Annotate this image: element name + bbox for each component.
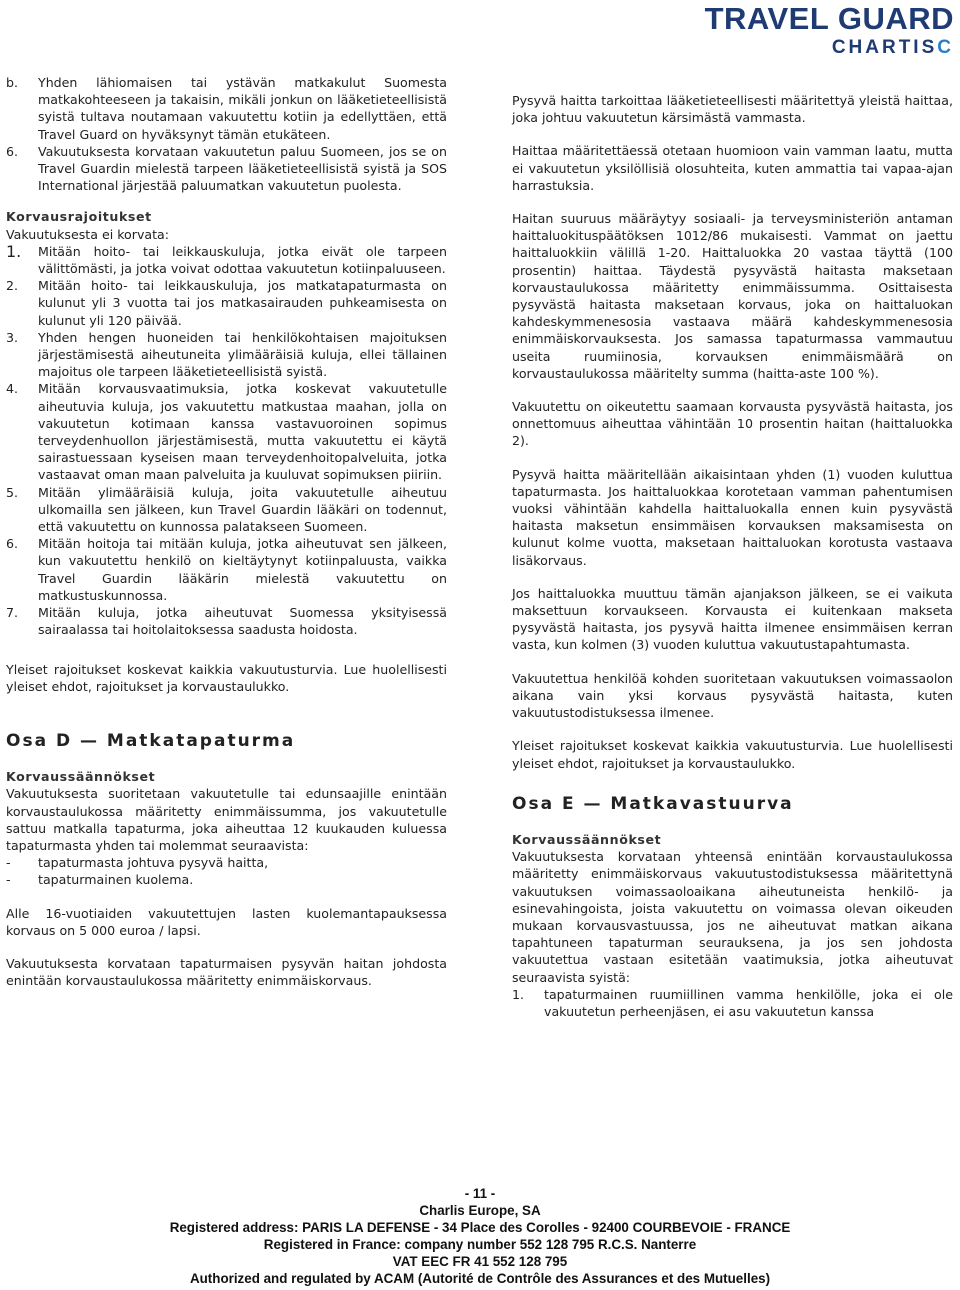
dash-text: tapaturmasta johtuva pysyvä haitta, (38, 855, 269, 871)
page-footer (0, 1185, 960, 1288)
limit-item (6, 277, 447, 329)
item-number: 3. (6, 329, 19, 345)
item-text: Mitään hoito- tai leikkauskuluja, jos matkatapaturmasta on kulunut yli 3 vuotta tai jos matkasairauden puhkeamisesta on kulunut yli 120 päivää. (38, 278, 447, 328)
limit-item (6, 329, 447, 381)
item-number: b. (6, 75, 18, 90)
chartis-c-icon: C (937, 37, 954, 58)
item-number: 1. (512, 986, 525, 1002)
footer-authorized: Authorized and regulated by ACAM (Autorité de Contrôle des Assurances et des Mutuelles) (189, 1271, 771, 1287)
paragraph: Pysyvä haitta tarkoittaa lääketieteellisesti määritettyä yleistä haittaa, joka johtuu vakuutetun kärsimästä vammasta. (512, 93, 953, 126)
paragraph: Yleiset rajoitukset koskevat kaikkia vakuutusturvia. Lue huolellisesti yleiset ehdot, rajoitukset ja korvaustaulukko. (512, 738, 953, 771)
list-item-6 (6, 143, 447, 195)
paragraph: Pysyvä haitta määritellään aikaisintaan yhden (1) vuoden kuluttua tapaturmasta. Jos haittaluokkaa korotetaan vamman pahentumisen vuoksi vähintään kahdella haittaluokalla ennen kuin pysyvästä haitasta maksetun ensimmäisen korvauksen maksamisesta on kulunut kolme vuotta, maksetaan haittaluokan korotusta vastaava lisäkorvaus. (512, 466, 953, 568)
paragraph: Jos haittaluokka muuttuu tämän ajanjakson jälkeen, se ei vaikuta maksettuun korvaukseen. Korvausta ei kuitenkaan makseta pysyvästä haitasta, jos pysyvä haitta ilmenee ensimmäisen kerran vasta, kun kolmen (3) vuoden kuluttua vakuutustapahtumasta. (512, 585, 953, 653)
footer-company: Charlis Europe, SA (419, 1203, 541, 1219)
dash-text: tapaturmainen kuolema. (38, 872, 194, 888)
section-d-title: Osa D — Matkatapaturma (6, 730, 296, 751)
limit-item (6, 484, 447, 536)
limit-item (6, 243, 447, 277)
item-text: Mitään kuluja, jotka aiheutuvat Suomessa yksityisessä sairaalassa tai hoitolaitoksessa saadusta hoidosta. (38, 605, 447, 638)
footer-vat: VAT EEC FR 41 552 128 795 (392, 1254, 568, 1270)
item-number: 6. (6, 143, 19, 159)
item-text: Yhden lähiomaisen tai ystävän matkakulut Suomesta matkakohteeseen ja takaisin, mikäli jonkun on lääketieteellisistä syistä tultava noutamaan vakuutettu kotiin ja edellyttäen, että Travel Guard on hyväksynyt tämän etukäteen. (38, 75, 447, 142)
item-number: 1. (6, 241, 22, 261)
rules-text: Vakuutuksesta korvataan yhteensä enintään korvaustaulukossa määritetty enimmäiskorvaus vakuutustodistuksessa määritettynä vakuutuksen voimassaoloaikana aiheutuneista henkilö- ja esinevahingoista, joista vakuutettu on voimassa olevan oikeuden mukaan korvausvastuussa, jos ne aiheutuvat matkan aikana tapahtuneen tapaturman seurauksena, ja jos sen johdosta vakuutettua vastaan esitetään vaatimuksia, jotka aiheutuvat seuraavista syistä: (512, 849, 953, 985)
rules-list-item (512, 986, 953, 1020)
rules-text: Vakuutuksesta suoritetaan vakuutetulle tai edunsaajille enintään korvaustaulukossa määritetty enimmäissumma, jos vakuutetulle sattuu matkalla tapaturma, joka aiheuttaa 12 kuukauden kuluessa tapaturmasta yhden tai molemmat seuraavista: (6, 786, 447, 853)
list-item-b (6, 74, 447, 143)
item-number: 2. (6, 278, 19, 294)
item-text: Yhden hengen huoneiden tai henkilökohtaisen majoituksen järjestämisestä aiheutuneita ylimääräisiä kuluja, ellei tällainen majoitus ole tarpeen lääketieteellisistä syistä. (38, 329, 447, 380)
item-number: 6. (6, 536, 19, 552)
item-text: tapaturmainen ruumiillinen vamma henkilölle, joka ei ole vakuutetun perheenjäsen, ei asu vakuutetun kanssa (544, 986, 953, 1019)
rules-heading: Korvaussäännökset (512, 831, 662, 847)
limits-heading: Korvausrajoitukset (6, 209, 152, 225)
item-text: Mitään ylimääräisiä kuluja, joita vakuutetulle aiheutuu ulkomailla sen jälkeen, kun Travel Guardin lääkäri on todennut, että vakuutettu on kunnossa palatakseen Suomeen. (38, 484, 447, 535)
limit-item (6, 380, 447, 483)
right-column (512, 92, 953, 1020)
paragraph: Haitan suuruus määräytyy sosiaali- ja terveysministeriön antaman haittaluokituspäätöksen 1012/86 mukaisesti. Vammat on jaettu haittaluokkiin välillä 1-20. Haittaluokka 20 vastaa täyttä (100 prosentin) haittaa. Täydestä pysyvästä haitasta maksetaan korvaustaulukossa määritetty enimmäissumma. Osittaisesta pysyvästä haitasta maksetaan korvaus, joka on haittaluokan kahdeskymmenesosia vastaava määrä kahdeskymmenesosia enimmäiskorvauksesta. Jos samassa tapaturmassa vammautuu useita ruumiinosia, korvauksen enimmäismäärä on korvaustaulukossa määritelty summa (haitta-aste 100 %). (512, 211, 953, 381)
limits-intro: Vakuutuksesta ei korvata: (6, 226, 170, 242)
logo-chartis (705, 36, 954, 60)
item-text: Mitään hoitoja tai mitään kuluja, jotka aiheutuvat sen jälkeen, kun vakuutettu henkilö on kieltäytynyt kotiinpaluusta, vaikka Travel Guardin lääkärin mielestä vakuutettu on matkustuskunnossa. (38, 536, 447, 603)
logo-travel-guard: TRAVEL GUARD (704, 1, 954, 36)
item-text: Vakuutuksesta korvataan vakuutetun paluu Suomeen, jos se on Travel Guardin mielestä tarpeen lääketieteellisistä syistä ja SOS International järjestää paluumatkan vakuutetun puolesta. (38, 143, 447, 194)
limit-item (6, 535, 447, 604)
item-text: Mitään korvausvaatimuksia, jotka koskevat vakuutetulle aiheutuvia kuluja, jos vakuutettu matkustaa maahan, jolla on vakuutetun kotimaan kanssa vastavuoroinen sopimus terveydenhuollon järjestämisestä, mutta vakuutettu ei käytä sairastuessaan kyseisen maan terveydenhoitopalveluita, jotka vastaavat oman maan palveluita ja kuuluvat sopimuksen piiriin. (38, 381, 447, 483)
item-number: 5. (6, 484, 19, 500)
general-note: Yleiset rajoitukset koskevat kaikkia vakuutusturvia. Lue huolellisesti yleiset ehdot, rajoitukset ja korvaustaulukko. (6, 661, 447, 694)
item-text: Mitään hoito- tai leikkauskuluja, jotka eivät ole tarpeen välittömästi, ja jotka voivat odottaa vakuutetun kotiinpaluuseen. (38, 243, 447, 277)
dash-item (6, 871, 447, 888)
dash-mark: - (6, 872, 11, 888)
left-column (6, 74, 447, 1005)
logo-chartis-text: CHARTIS (831, 37, 938, 58)
dash-item (6, 854, 447, 871)
section-e-title: Osa E — Matkavastuurva (512, 793, 794, 814)
limit-item (6, 604, 447, 638)
item-number: 4. (6, 381, 19, 397)
footer-address: Registered address: PARIS LA DEFENSE - 34 Place des Corolles - 92400 COURBEVOIE - FRANCE (169, 1220, 791, 1236)
permanent-injury-text: Vakuutuksesta korvataan tapaturmaisen pysyvän haitan johdosta enintään korvaustaulukossa määritetty enimmäiskorvaus. (6, 955, 447, 989)
paragraph: Vakuutettua henkilöä kohden suoritetaan vakuutuksen voimassaolon aikana vain yksi korvaus pysyvästä haitasta, kuten vakuutustodistuksessa ilmenee. (512, 670, 953, 721)
dash-mark: - (6, 855, 11, 871)
under16-text: Alle 16-vuotiaiden vakuutettujen lasten kuolemantapauksessa korvaus on 5 000 euroa / lapsi. (6, 905, 447, 938)
company-logo (705, 2, 954, 60)
page-number: - 11 - (464, 1186, 496, 1201)
paragraph: Vakuutettu on oikeutettu saamaan korvausta pysyvästä haitasta, jos onnettomuus aiheuttaa vähintään 10 prosentin haitan (haittaluokka 2). (512, 399, 953, 449)
footer-registered: Registered in France: company number 552 128 795 R.C.S. Nanterre (263, 1237, 697, 1253)
rules-heading: Korvaussäännökset (6, 769, 156, 785)
paragraph: Haittaa määritettäessä otetaan huomioon vain vamman laatu, mutta ei vakuutetun yksilöllisiä olosuhteita, kuten ammattia tai vapaa-ajan harrastuksia. (512, 143, 953, 193)
item-number: 7. (6, 605, 19, 621)
